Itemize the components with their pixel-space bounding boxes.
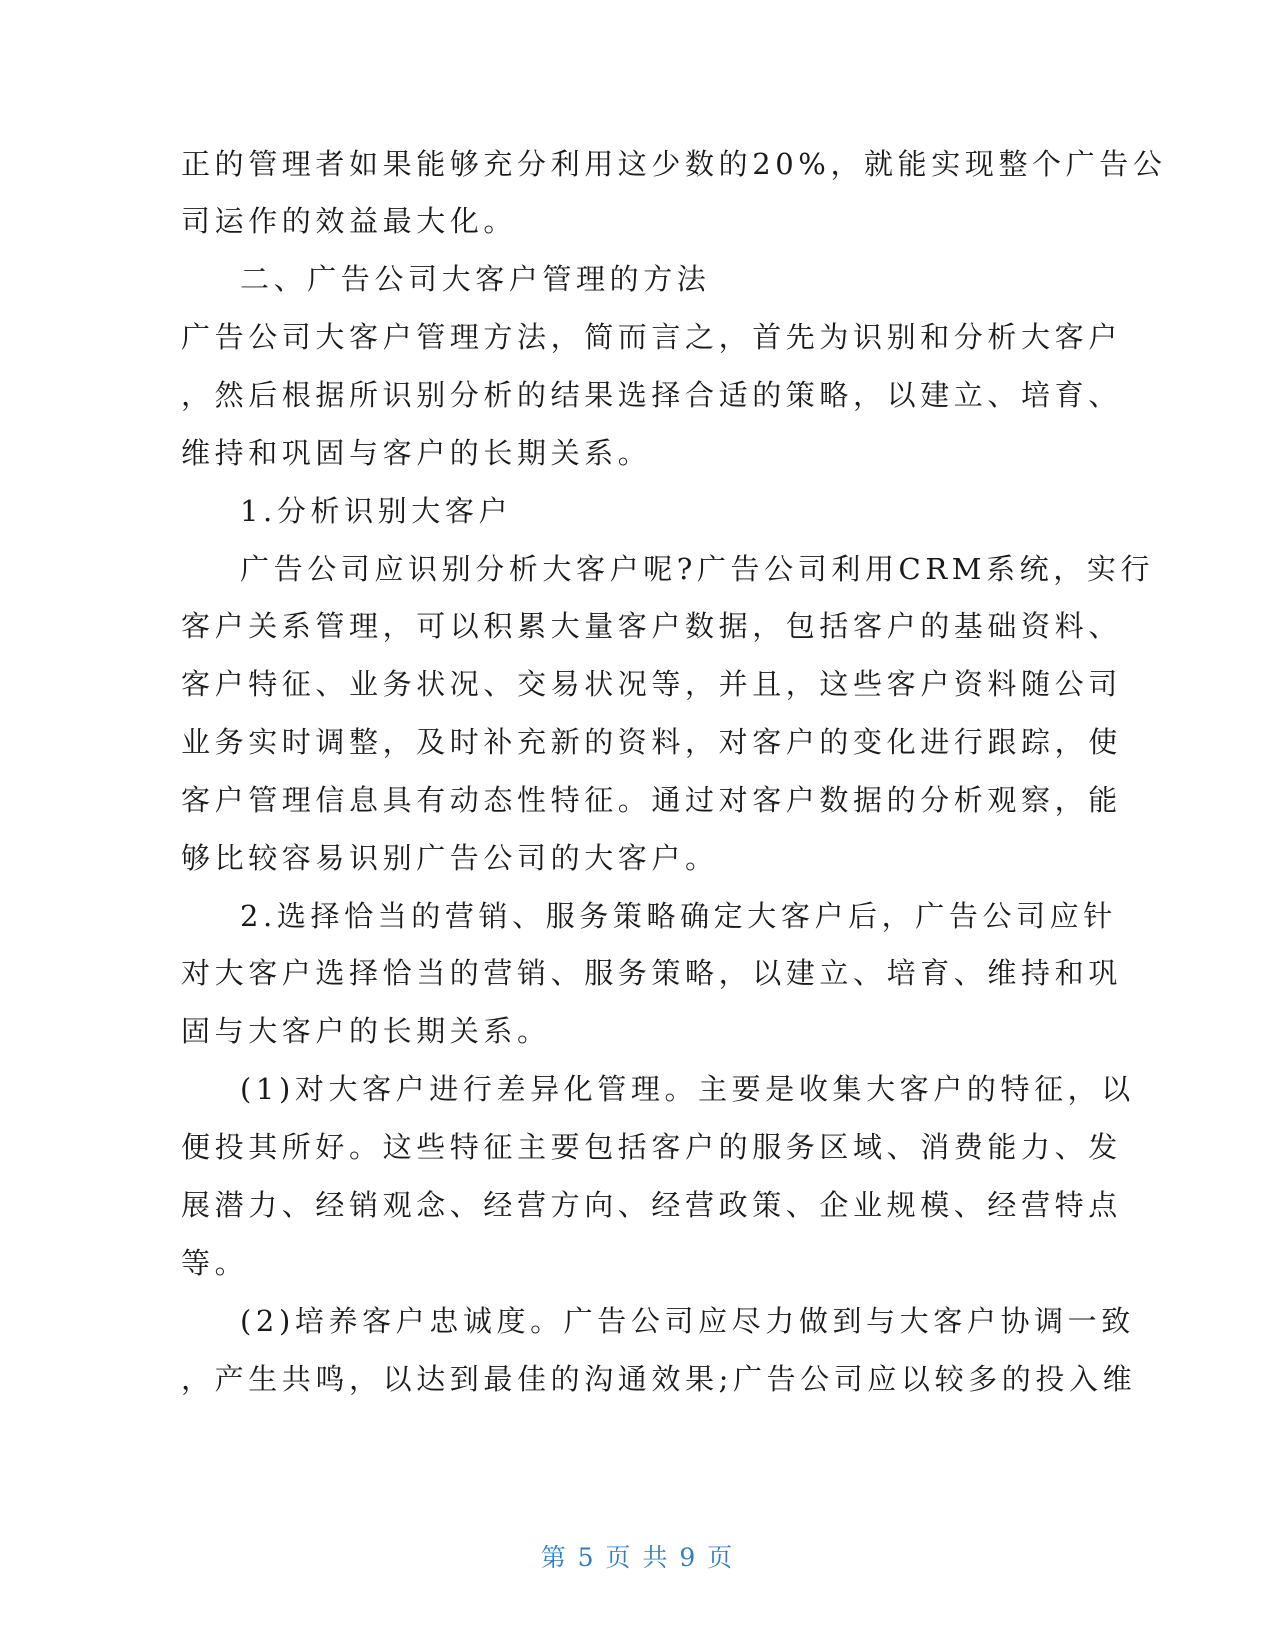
text-line: 等。	[181, 1246, 249, 1280]
text-line: 客户管理信息具有动态性特征。通过对客户数据的分析观察，能	[181, 783, 1122, 817]
text-line: 广告公司应识别分析大客户呢?广告公司利用CRM系统，实行	[240, 552, 1155, 586]
text-line: 展潜力、经销观念、经营方向、经营政策、企业规模、经营特点	[181, 1188, 1122, 1222]
text-line: ，产生共鸣，以达到最佳的沟通效果;广告公司应以较多的投入维	[181, 1362, 1137, 1396]
section-heading: 二、广告公司大客户管理的方法	[240, 262, 711, 296]
text-line: (2)培养客户忠诚度。广告公司应尽力做到与大客户协调一致	[240, 1304, 1135, 1338]
text-line: 广告公司大客户管理方法，简而言之，首先为识别和分析大客户	[181, 320, 1122, 354]
text-line: ，然后根据所识别分析的结果选择合适的策略，以建立、培育、	[181, 378, 1122, 412]
text-line: 业务实时调整，及时补充新的资料，对客户的变化进行跟踪，使	[181, 725, 1122, 759]
text-line: 正的管理者如果能够充分利用这少数的20%，就能实现整个广告公	[181, 147, 1167, 181]
text-line: 对大客户选择恰当的营销、服务策略，以建立、培育、维持和巩	[181, 956, 1122, 990]
page-number-footer: 第 5 页 共 9 页	[540, 1543, 735, 1572]
text-line: 司运作的效益最大化。	[181, 204, 518, 238]
text-line: 客户特征、业务状况、交易状况等，并且，这些客户资料随公司	[181, 667, 1122, 701]
subsection-heading: 2.选择恰当的营销、服务策略确定大客户后，广告公司应针	[240, 899, 1117, 933]
text-line: 客户关系管理，可以积累大量客户数据，包括客户的基础资料、	[181, 609, 1122, 643]
text-line: 固与大客户的长期关系。	[181, 1014, 551, 1048]
subsection-heading: 1.分析识别大客户	[240, 494, 513, 528]
text-line: 维持和巩固与客户的长期关系。	[181, 436, 652, 470]
text-line: (1)对大客户进行差异化管理。主要是收集大客户的特征，以	[240, 1072, 1135, 1106]
text-line: 便投其所好。这些特征主要包括客户的服务区域、消费能力、发	[181, 1130, 1122, 1164]
text-line: 够比较容易识别广告公司的大客户。	[181, 841, 719, 875]
